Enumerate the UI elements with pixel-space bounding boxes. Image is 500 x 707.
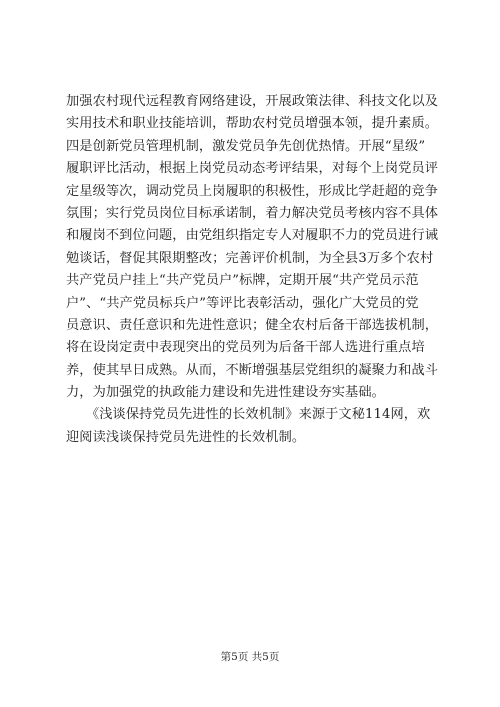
text-line: 加强农村现代远程教育网络建设，开展政策法律、科技文化以及 [66, 94, 439, 109]
text-line: 定星级等次，调动党员上岗履职的积极性，形成比学赶超的竞争 [66, 183, 439, 199]
paragraph-1 [66, 91, 466, 404]
text-line: 履职评比活动，根据上岗党员动态考评结果，对每个上岗党员评 [66, 161, 439, 177]
text-line: 四是创新党员管理机制，激发党员争先创优热情。开展“星级” [66, 138, 426, 154]
text-line: 养，使其早日成熟。从而，不断增强基层党组织的凝聚力和战斗 [66, 362, 439, 378]
text-line: 氛围；实行党员岗位目标承诺制，着力解决党员考核内容不具体 [66, 205, 439, 221]
text-line: 员意识、责任意识和先进性意识；健全农村后备干部选拔机制， [66, 317, 439, 333]
text-line: 《浅谈保持党员先进性的长效机制》来源于文秘114网，欢 [66, 407, 431, 423]
page-footer [0, 650, 500, 664]
text-line: 和履岗不到位问题，由党组织指定专人对履职不力的党员进行诫 [66, 228, 439, 244]
text-line: 户”、“共产党员标兵户”等评比表彰活动，强化广大党员的党 [66, 295, 419, 311]
page-number: 第5页 共5页 [220, 651, 280, 663]
text-line: 力，为加强党的执政能力建设和先进性建设夯实基础。 [66, 385, 385, 401]
document-body [66, 91, 466, 449]
paragraph-2 [66, 404, 466, 449]
text-line: 共产党员户挂上“共产党员户”标牌，定期开展“共产党员示范 [66, 273, 419, 289]
text-line: 实用技术和职业技能培训，帮助农村党员增强本领，提升素质。 [66, 116, 439, 132]
text-line: 将在设岗定责中表现突出的党员列为后备干部人选进行重点培 [66, 340, 425, 356]
text-line: 迎阅读浅谈保持党员先进性的长效机制。 [66, 429, 306, 445]
text-line: 勉谈话，督促其限期整改；完善评价机制，为全县3万多个农村 [66, 250, 434, 266]
